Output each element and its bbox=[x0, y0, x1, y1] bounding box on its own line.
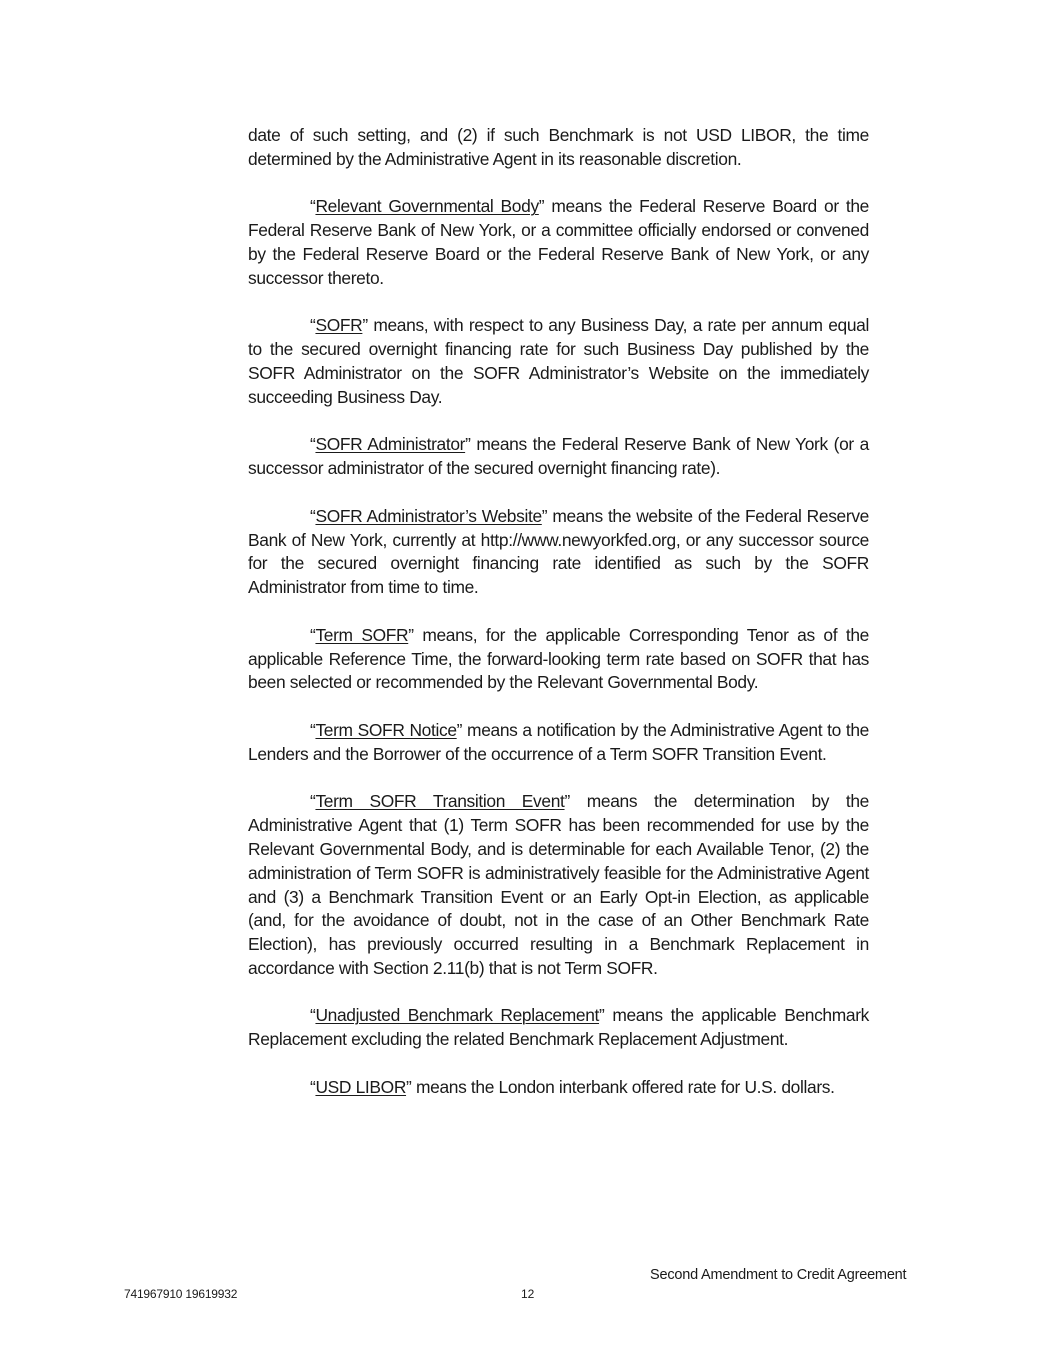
definition-sofr-administrators-website bbox=[248, 505, 869, 600]
definition-unadjusted-benchmark-replacement bbox=[248, 1004, 869, 1052]
defined-term: Term SOFR bbox=[315, 624, 409, 645]
defined-term: Relevant Governmental Body bbox=[315, 196, 539, 217]
footer-document-id: 741967910 19619932 bbox=[124, 1287, 238, 1301]
defined-term: Term SOFR Notice bbox=[315, 719, 457, 740]
defined-term: USD LIBOR bbox=[315, 1076, 407, 1097]
definition-text: means the Federal Reserve Bank of New York (or a successor administrator of the secured overnight financing rate). bbox=[248, 434, 869, 479]
open-quote: “ bbox=[310, 434, 316, 455]
close-quote: ” bbox=[599, 1005, 605, 1026]
footer-page-number: 12 bbox=[521, 1287, 535, 1301]
open-quote: “ bbox=[310, 719, 316, 740]
defined-term: SOFR Administrator bbox=[315, 434, 466, 455]
definition-text: means the website of the Federal Reserve Bank of New York, currently at http://www.newyorkfed.org, or any successor source for the secured overnight financing rate identified as such by the SOFR Administrator from time to time. bbox=[248, 505, 869, 598]
definition-text: means, for the applicable Corresponding Tenor as of the applicable Reference Time, the forward-looking term rate based on SOFR that has been selected or recommended by the Relevant Governmental Body. bbox=[248, 624, 869, 693]
definition-text: means, with respect to any Business Day, a rate per annum equal to the secured overnight financing rate for such Business Day published by the SOFR Administrator on the SOFR Administrator’s Website on the immediately succeeding Business Day. bbox=[248, 315, 869, 407]
definition-text: means the London interbank offered rate for U.S. dollars. bbox=[411, 1076, 835, 1097]
page-body bbox=[248, 124, 869, 1123]
close-quote: ” bbox=[362, 315, 368, 336]
open-quote: “ bbox=[310, 505, 316, 526]
defined-term: SOFR Administrator’s Website bbox=[315, 505, 542, 526]
open-quote: “ bbox=[310, 1005, 316, 1026]
definition-sofr-administrator bbox=[248, 433, 869, 481]
definition-text: means the determination by the Administrative Agent that (1) Term SOFR has been recommended for use by the Relevant Governmental Body, and is determinable for each Available Tenor, (2) the administration of Term SOFR is administratively feasible for the Administrative Agent and (3) a Benchmark Transition Event or an Early Opt-in Election, as applicable (and, for the avoidance of doubt, not in the case of an Other Benchmark Rate Election), has previously occurred resulting in a Benchmark Replacement in accordance with Section 2.11(b) that is not Term SOFR. bbox=[248, 791, 869, 978]
defined-term: Unadjusted Benchmark Replacement bbox=[315, 1005, 600, 1026]
definition-term-sofr bbox=[248, 624, 869, 695]
open-quote: “ bbox=[310, 624, 316, 645]
close-quote: ” bbox=[538, 196, 545, 217]
definition-sofr bbox=[248, 314, 869, 409]
close-quote: ” bbox=[564, 791, 570, 812]
definition-usd-libor bbox=[248, 1076, 869, 1100]
defined-term: Term SOFR Transition Event bbox=[315, 791, 565, 812]
definition-text: means a notification by the Administrative Agent to the Lenders and the Borrower of the occurrence of a Term SOFR Transition Event. bbox=[248, 719, 870, 764]
definition-relevant-governmental-body bbox=[248, 195, 869, 290]
open-quote: “ bbox=[310, 1076, 316, 1097]
definition-text: means the Federal Reserve Board or the Federal Reserve Bank of New York, or a committee officially endorsed or convened by the Federal Reserve Board or the Federal Reserve Bank of New York, or any successor thereto. bbox=[248, 196, 869, 288]
defined-term: SOFR bbox=[315, 315, 363, 336]
definition-text: means the applicable Benchmark Replacement excluding the related Benchmark Replacement Adjustment. bbox=[248, 1005, 870, 1050]
open-quote: “ bbox=[310, 791, 316, 812]
footer-document-title: Second Amendment to Credit Agreement bbox=[650, 1267, 907, 1283]
close-quote: ” bbox=[541, 505, 548, 526]
open-quote: “ bbox=[310, 315, 316, 336]
close-quote: ” bbox=[456, 719, 463, 740]
continuation-paragraph: date of such setting, and (2) if such Benchmark is not USD LIBOR, the time determined by the Administrative Agent in its reasonable discretion. bbox=[248, 125, 869, 169]
open-quote: “ bbox=[310, 196, 316, 217]
close-quote: ” bbox=[406, 1076, 412, 1097]
close-quote: ” bbox=[465, 434, 471, 455]
definition-term-sofr-transition-event bbox=[248, 790, 869, 980]
close-quote: ” bbox=[408, 624, 414, 645]
definition-term-sofr-notice bbox=[248, 719, 869, 767]
